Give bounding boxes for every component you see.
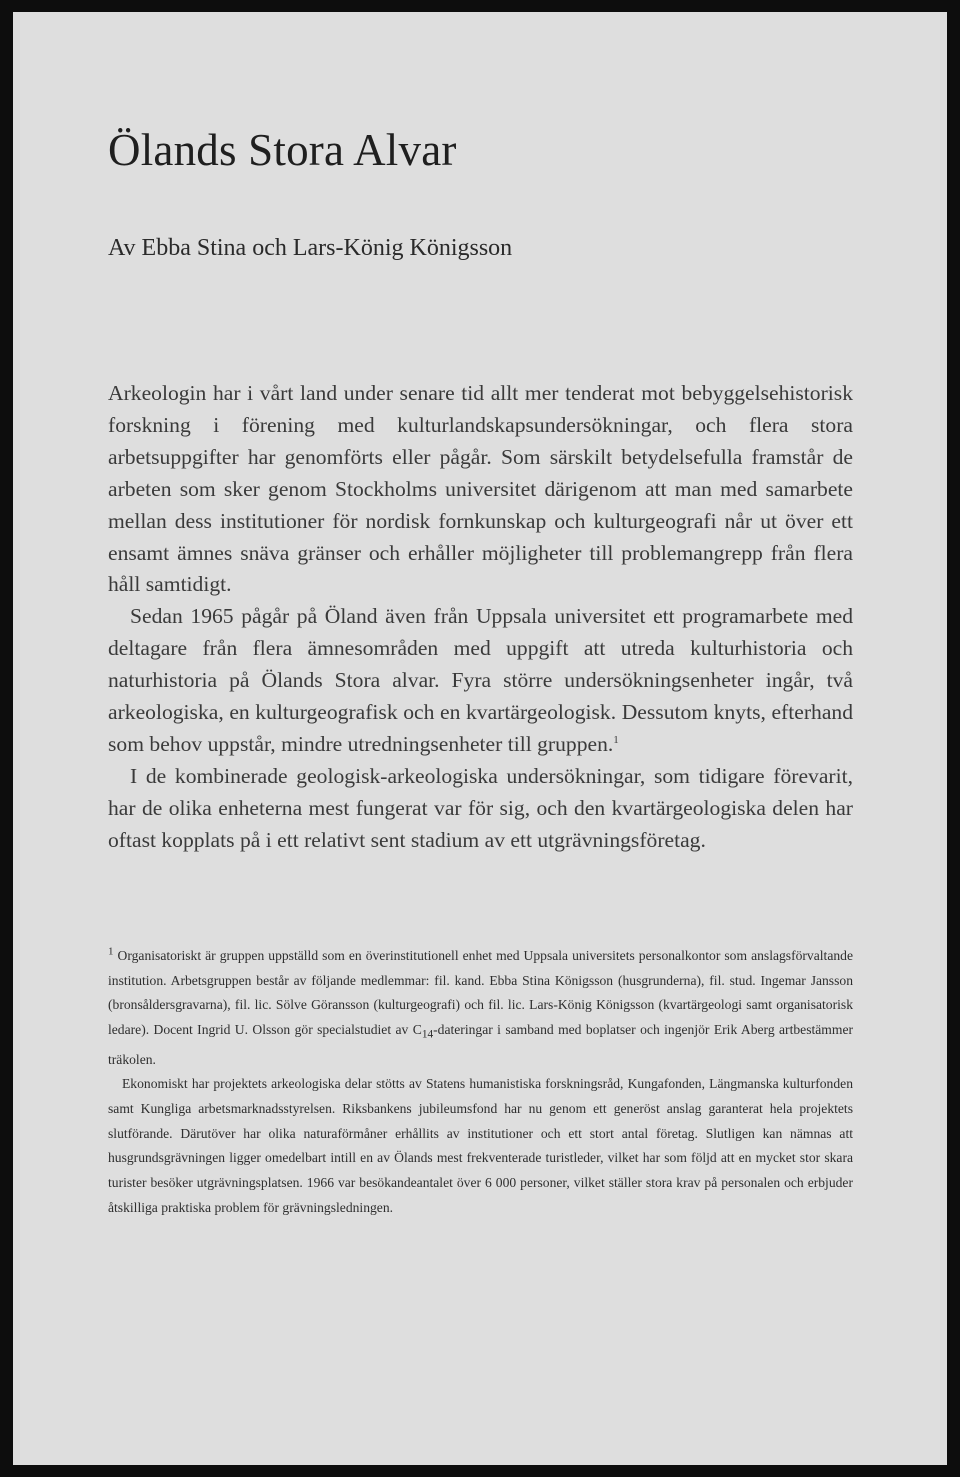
footnote-1-marker: 1: [108, 945, 114, 958]
article-body: [108, 378, 853, 857]
body-paragraph-2: [108, 601, 853, 761]
footnote-funding: Ekonomiskt har projektets arkeologiska delar stötts av Statens humanistiska forskningsråd, Kungafonden, Längmanska kulturfonden samt Kungliga arbetsmarknadsstyrelsen. Riksbankens jubileumsfond har nu genom ett generöst anslag garanterat hela projektets slutförande. Därutöver har olika naturaförmåner erhållits av institutioner och ett stort antal företag. Slutligen kan nämnas att husgrundsgrävningen ligger omedelbart intill en av Ölands mest frekventerade turistleder, vilket har som följd att en mycket stor skara turister besöker utgrävningsplatsen. 1966 var besökandeantalet över 6 000 personer, vilket ställer stora krav på personalen och erbjuder åtskilliga praktiska problem för grävningsledningen.: [108, 1076, 853, 1215]
footnotes: [108, 944, 853, 1220]
footnote-1-text-a: Organisatoriskt är gruppen uppställd som en överinstitutionell enhet med Uppsala universitets personalkontor som anslagsförvaltande institution. Arbetsgruppen består av följande medlemmar: fil. kand. Ebba Stina Königsson (husgrunderna), fil. stud. Ingemar Jansson (bronsåldersgravarna), fil. lic. Sölve Göransson (kulturgeografi) och fil. lic. Lars-König Königsson (kvartärgeologi samt organisatorisk ledare). Docent Ingrid U. Olsson gör specialstudiet av C: [108, 948, 853, 1038]
article-byline: Av Ebba Stina och Lars-König Königsson: [108, 235, 513, 261]
footnote-reference-1: 1: [613, 733, 619, 746]
article-title: Ölands Stora Alvar: [108, 125, 457, 175]
body-paragraph-1: Arkeologin har i vårt land under senare tid allt mer tenderat mot bebyggelsehistorisk forskning i förening med kulturlandskapsundersökningar, och flera stora arbetsuppgifter har genomförts eller pågår. Som särskilt betydelsefulla framstår de arbeten som sker genom Stockholms universitet därigenom att man med samarbete mellan dess institutioner för nordisk fornkunskap och kulturgeografi når ut över ett ensamt ämnes snäva gränser och erhåller möjligheter till problemangrepp från flera håll samtidigt.: [108, 381, 853, 597]
footnote-1-text-b: -dateringar i samband med boplatser och ingenjör Erik Aberg artbestämmer träkolen.: [108, 1022, 853, 1067]
body-paragraph-3: I de kombinerade geologisk-arkeologiska undersökningar, som tidigare förevarit, har de olika enheterna mest fungerat var för sig, och den kvartärgeologiska delen har oftast kopplats på i ett relativt sent stadium av ett utgrävningsföretag.: [108, 763, 853, 852]
footnote-1-subscript: 14: [421, 1028, 434, 1041]
page: [13, 12, 947, 1465]
body-paragraph-2-text: Sedan 1965 pågår på Öland även från Uppsala universitet ett programarbete med deltagare från flera ämnesområden med uppgift att utreda kulturhistoria och naturhistoria på Ölands Stora alvar. Fyra större undersökningsenheter ingår, två arkeologiska, en kulturgeografisk och en kvartärgeologisk. Dessutom knyts, efterhand som behov uppstår, mindre utredningsenheter till gruppen.: [108, 604, 853, 756]
footnote-1: [108, 944, 853, 1072]
